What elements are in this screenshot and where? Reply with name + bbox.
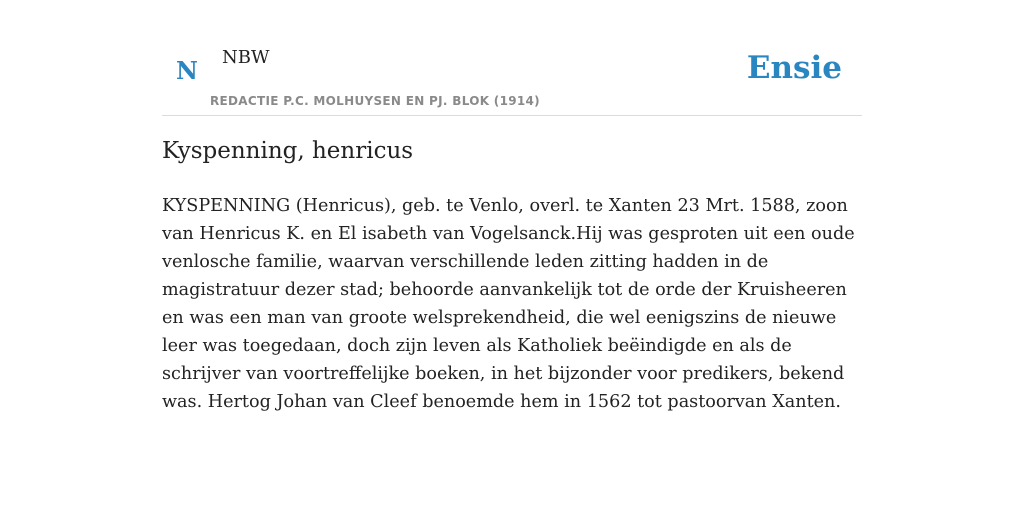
entry-body: KYSPENNING (Henricus), geb. te Venlo, overl. te Xanten 23 Mrt. 1588, zoon van Henricus K. en El isabeth van Vogelsanck.Hij was gesproten uit een oude venlosche familie, waarvan verschillende leden zitting hadden in de magistratuur dezer stad; behoorde aanvankelijk tot de orde der Kruisheeren en was een man van groote welsprekendheid, die wel eenigszins de nieuwe leer was toegedaan, doch zijn leven als Katholiek beëindigde en als de schrijver van voortreffelijke boeken, in het bijzonder voor predikers, bekend was. Hertog Johan van Cleef benoemde hem in 1562 tot pastoorvan Xanten. [162,196,855,412]
source-header [162,40,862,116]
source-editors: REDACTIE P.C. MOLHUYSEN EN PJ. BLOK (1914) [210,94,540,108]
entry-title: Kyspenning, henricus [162,138,414,164]
brand-logo-link[interactable]: Ensie [746,50,842,86]
source-logo-link[interactable]: N [176,56,198,85]
source-name[interactable]: NBW [222,47,270,68]
